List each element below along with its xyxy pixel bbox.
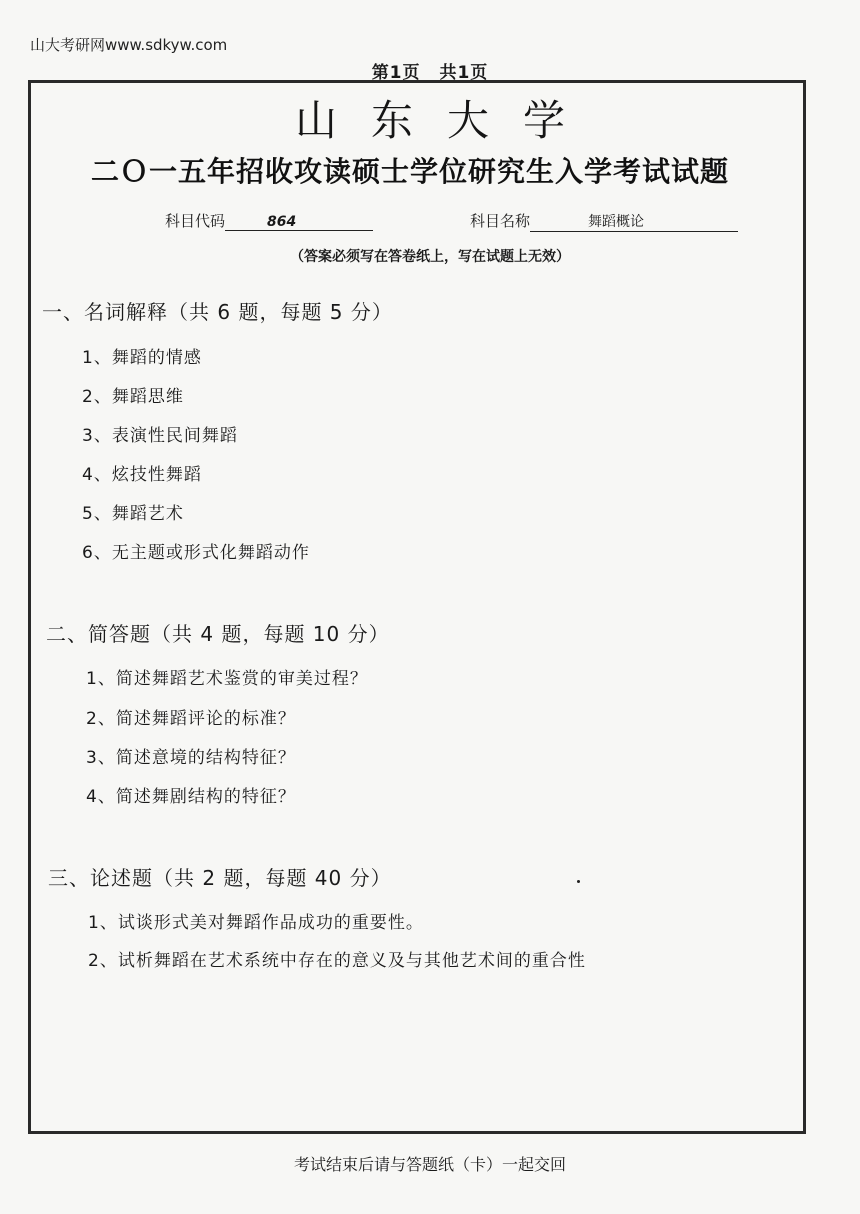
question-1-5: 5、舞蹈艺术 bbox=[82, 504, 184, 524]
question-3-1: 1、试谈形式美对舞蹈作品成功的重要性。 bbox=[88, 913, 424, 933]
subject-code-label: 科目代码 bbox=[165, 212, 226, 230]
exam-border-frame bbox=[28, 80, 806, 1134]
question-1-2: 2、舞蹈思维 bbox=[82, 387, 184, 407]
section-heading-3: 三、论述题（共 2 题，每题 40 分） bbox=[48, 866, 392, 890]
question-1-6: 6、无主题或形式化舞蹈动作 bbox=[82, 543, 310, 563]
exam-title: 二Ｏ一五年招收攻读硕士学位研究生入学考试试题 bbox=[90, 155, 729, 188]
question-2-3: 3、简述意境的结构特征？ bbox=[86, 748, 296, 768]
subject-name-value: 舞蹈概论 bbox=[530, 211, 738, 232]
subject-name-field bbox=[470, 210, 738, 232]
section-heading-2: 二、简答题（共 4 题，每题 10 分） bbox=[46, 622, 390, 646]
question-2-1: 1、简述舞蹈艺术鉴赏的审美过程？ bbox=[86, 669, 368, 689]
section-heading-1: 一、名词解释（共 6 题，每题 5 分） bbox=[42, 300, 393, 324]
university-name: 山东大学 bbox=[294, 96, 599, 145]
question-2-4: 4、简述舞剧结构的特征？ bbox=[86, 787, 296, 807]
footer-instruction: 考试结束后请与答题纸（卡）一起交回 bbox=[293, 1155, 566, 1174]
question-1-3: 3、表演性民间舞蹈 bbox=[82, 426, 238, 446]
page-total: 共1页 bbox=[439, 63, 489, 83]
watermark-text: 山大考研网www.sdkyw.com bbox=[30, 36, 228, 54]
question-1-4: 4、炫技性舞蹈 bbox=[82, 465, 202, 485]
subject-name-label: 科目名称 bbox=[470, 212, 531, 230]
question-1-1: 1、舞蹈的情感 bbox=[82, 348, 202, 368]
subject-code-value: 864 bbox=[225, 214, 373, 231]
stray-mark bbox=[577, 880, 580, 883]
question-3-2: 2、试析舞蹈在艺术系统中存在的意义及与其他艺术间的重合性 bbox=[88, 951, 586, 971]
page-number: 第1页 bbox=[371, 63, 421, 83]
subject-code-field bbox=[165, 210, 373, 231]
answer-notice: （答案必须写在答卷纸上，写在试题上无效） bbox=[290, 249, 570, 265]
question-2-2: 2、简述舞蹈评论的标准？ bbox=[86, 709, 296, 729]
